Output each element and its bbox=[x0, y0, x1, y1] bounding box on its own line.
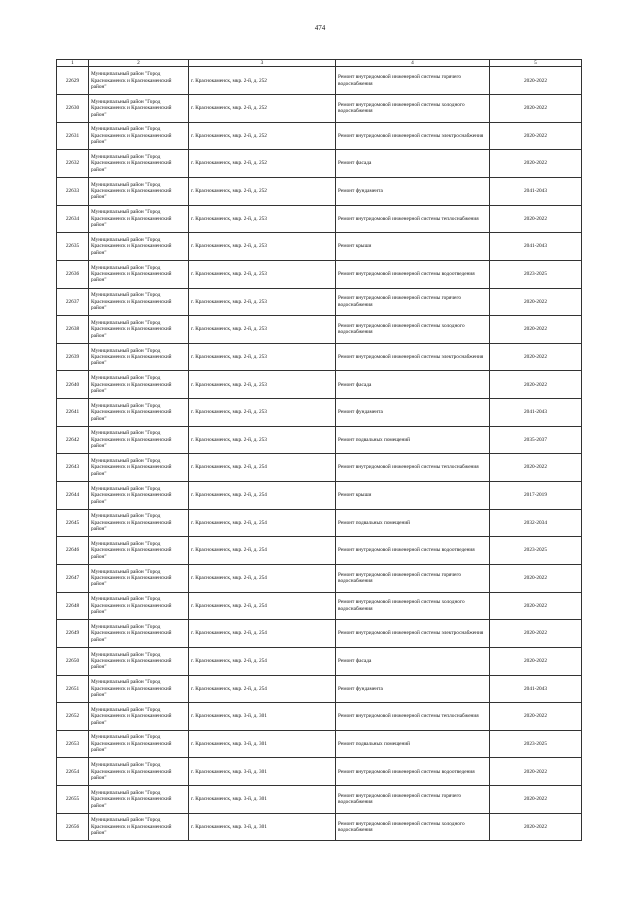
period-cell: 2020-2022 bbox=[490, 647, 582, 675]
address-cell: г. Краснокаменск, мкр. 2-й, д. 252 bbox=[189, 95, 336, 123]
work-type-cell: Ремонт внутридомовой инженерной системы электроснабжения bbox=[336, 343, 490, 371]
period-cell: 2032-2034 bbox=[490, 509, 582, 537]
table-row bbox=[57, 730, 582, 758]
municipality-cell: Муниципальный район "Город Краснокаменск и Краснокаменский район" bbox=[89, 675, 189, 703]
address-cell: г. Краснокаменск, мкр. 2-й, д. 253 bbox=[189, 426, 336, 454]
work-type-cell: Ремонт фундамента bbox=[336, 177, 490, 205]
address-cell: г. Краснокаменск, мкр. 2-й, д. 254 bbox=[189, 482, 336, 510]
municipality-cell: Муниципальный район "Город Краснокаменск и Краснокаменский район" bbox=[89, 509, 189, 537]
period-cell: 2020-2022 bbox=[490, 150, 582, 178]
row-number-cell: 22640 bbox=[57, 371, 89, 399]
period-cell: 2020-2022 bbox=[490, 786, 582, 814]
table-row bbox=[57, 703, 582, 731]
municipality-cell: Муниципальный район "Город Краснокаменск и Краснокаменский район" bbox=[89, 482, 189, 510]
address-cell: г. Краснокаменск, мкр. 2-й, д. 254 bbox=[189, 592, 336, 620]
row-number-cell: 22633 bbox=[57, 177, 89, 205]
municipality-cell: Муниципальный район "Город Краснокаменск и Краснокаменский район" bbox=[89, 177, 189, 205]
work-type-cell: Ремонт крыши bbox=[336, 233, 490, 261]
municipality-cell: Муниципальный район "Город Краснокаменск и Краснокаменский район" bbox=[89, 730, 189, 758]
municipality-cell: Муниципальный район "Город Краснокаменск и Краснокаменский район" bbox=[89, 537, 189, 565]
table-row bbox=[57, 288, 582, 316]
row-number-cell: 22647 bbox=[57, 564, 89, 592]
row-number-cell: 22649 bbox=[57, 620, 89, 648]
row-number-cell: 22652 bbox=[57, 703, 89, 731]
column-header: 3 bbox=[189, 60, 336, 67]
table-row bbox=[57, 592, 582, 620]
municipality-cell: Муниципальный район "Город Краснокаменск и Краснокаменский район" bbox=[89, 786, 189, 814]
municipality-cell: Муниципальный район "Город Краснокаменск и Краснокаменский район" bbox=[89, 343, 189, 371]
municipality-cell: Муниципальный район "Город Краснокаменск и Краснокаменский район" bbox=[89, 703, 189, 731]
address-cell: г. Краснокаменск, мкр. 2-й, д. 252 bbox=[189, 150, 336, 178]
period-cell: 2041-2043 bbox=[490, 675, 582, 703]
work-type-cell: Ремонт внутридомовой инженерной системы электроснабжения bbox=[336, 122, 490, 150]
work-type-cell: Ремонт внутридомовой инженерной системы теплоснабжения bbox=[336, 454, 490, 482]
row-number-cell: 22631 bbox=[57, 122, 89, 150]
period-cell: 2020-2022 bbox=[490, 758, 582, 786]
row-number-cell: 22632 bbox=[57, 150, 89, 178]
municipality-cell: Муниципальный район "Город Краснокаменск и Краснокаменский район" bbox=[89, 813, 189, 841]
period-cell: 2020-2022 bbox=[490, 288, 582, 316]
period-cell: 2020-2022 bbox=[490, 343, 582, 371]
table-row bbox=[57, 371, 582, 399]
period-cell: 2020-2022 bbox=[490, 371, 582, 399]
table-row bbox=[57, 758, 582, 786]
page-number: 474 bbox=[314, 24, 326, 32]
address-cell: г. Краснокаменск, мкр. 3-й, д. 301 bbox=[189, 786, 336, 814]
table-row bbox=[57, 786, 582, 814]
work-type-cell: Ремонт внутридомовой инженерной системы холодного водоснабжения bbox=[336, 592, 490, 620]
period-cell: 2020-2022 bbox=[490, 813, 582, 841]
table-row bbox=[57, 95, 582, 123]
period-cell: 2041-2043 bbox=[490, 233, 582, 261]
period-cell: 2041-2043 bbox=[490, 177, 582, 205]
table-row bbox=[57, 150, 582, 178]
period-cell: 2020-2022 bbox=[490, 592, 582, 620]
row-number-cell: 22630 bbox=[57, 95, 89, 123]
column-number-row bbox=[57, 60, 582, 67]
table-row bbox=[57, 426, 582, 454]
municipality-cell: Муниципальный район "Город Краснокаменск и Краснокаменский район" bbox=[89, 260, 189, 288]
table-row bbox=[57, 67, 582, 95]
row-number-cell: 22655 bbox=[57, 786, 89, 814]
column-header: 4 bbox=[336, 60, 490, 67]
work-type-cell: Ремонт фасада bbox=[336, 150, 490, 178]
table-row bbox=[57, 399, 582, 427]
table-body bbox=[57, 67, 582, 841]
work-type-cell: Ремонт внутридомовой инженерной системы теплоснабжения bbox=[336, 703, 490, 731]
table-row bbox=[57, 813, 582, 841]
period-cell: 2020-2022 bbox=[490, 620, 582, 648]
address-cell: г. Краснокаменск, мкр. 2-й, д. 254 bbox=[189, 675, 336, 703]
municipality-cell: Муниципальный район "Город Краснокаменск и Краснокаменский район" bbox=[89, 647, 189, 675]
row-number-cell: 22645 bbox=[57, 509, 89, 537]
period-cell: 2023-2025 bbox=[490, 730, 582, 758]
period-cell: 2020-2022 bbox=[490, 67, 582, 95]
address-cell: г. Краснокаменск, мкр. 3-й, д. 301 bbox=[189, 730, 336, 758]
work-type-cell: Ремонт внутридомовой инженерной системы горячего водоснабжения bbox=[336, 786, 490, 814]
period-cell: 2020-2022 bbox=[490, 95, 582, 123]
work-type-cell: Ремонт крыши bbox=[336, 482, 490, 510]
address-cell: г. Краснокаменск, мкр. 3-й, д. 301 bbox=[189, 813, 336, 841]
municipality-cell: Муниципальный район "Город Краснокаменск и Краснокаменский район" bbox=[89, 67, 189, 95]
address-cell: г. Краснокаменск, мкр. 3-й, д. 301 bbox=[189, 758, 336, 786]
row-number-cell: 22643 bbox=[57, 454, 89, 482]
work-type-cell: Ремонт подвальных помещений bbox=[336, 426, 490, 454]
address-cell: г. Краснокаменск, мкр. 2-й, д. 253 bbox=[189, 316, 336, 344]
row-number-cell: 22629 bbox=[57, 67, 89, 95]
address-cell: г. Краснокаменск, мкр. 2-й, д. 254 bbox=[189, 454, 336, 482]
work-type-cell: Ремонт фасада bbox=[336, 647, 490, 675]
work-type-cell: Ремонт внутридомовой инженерной системы горячего водоснабжения bbox=[336, 67, 490, 95]
work-type-cell: Ремонт подвальных помещений bbox=[336, 730, 490, 758]
period-cell: 2041-2043 bbox=[490, 399, 582, 427]
table-row bbox=[57, 647, 582, 675]
work-type-cell: Ремонт фасада bbox=[336, 371, 490, 399]
municipality-cell: Муниципальный район "Город Краснокаменск и Краснокаменский район" bbox=[89, 399, 189, 427]
address-cell: г. Краснокаменск, мкр. 2-й, д. 254 bbox=[189, 509, 336, 537]
municipality-cell: Муниципальный район "Город Краснокаменск и Краснокаменский район" bbox=[89, 758, 189, 786]
address-cell: г. Краснокаменск, мкр. 2-й, д. 253 bbox=[189, 205, 336, 233]
table-header bbox=[57, 60, 582, 67]
address-cell: г. Краснокаменск, мкр. 2-й, д. 253 bbox=[189, 233, 336, 261]
address-cell: г. Краснокаменск, мкр. 2-й, д. 253 bbox=[189, 399, 336, 427]
table-row bbox=[57, 675, 582, 703]
table-row bbox=[57, 482, 582, 510]
row-number-cell: 22644 bbox=[57, 482, 89, 510]
table-row bbox=[57, 454, 582, 482]
table-row bbox=[57, 177, 582, 205]
municipality-cell: Муниципальный район "Город Краснокаменск и Краснокаменский район" bbox=[89, 454, 189, 482]
address-cell: г. Краснокаменск, мкр. 2-й, д. 253 bbox=[189, 260, 336, 288]
work-type-cell: Ремонт внутридомовой инженерной системы водоотведения bbox=[336, 758, 490, 786]
row-number-cell: 22650 bbox=[57, 647, 89, 675]
capital-repair-table bbox=[56, 59, 582, 841]
table-row bbox=[57, 620, 582, 648]
municipality-cell: Муниципальный район "Город Краснокаменск и Краснокаменский район" bbox=[89, 150, 189, 178]
work-type-cell: Ремонт внутридомовой инженерной системы холодного водоснабжения bbox=[336, 95, 490, 123]
period-cell: 2020-2022 bbox=[490, 122, 582, 150]
municipality-cell: Муниципальный район "Город Краснокаменск и Краснокаменский район" bbox=[89, 95, 189, 123]
municipality-cell: Муниципальный район "Город Краснокаменск и Краснокаменский район" bbox=[89, 426, 189, 454]
table-row bbox=[57, 316, 582, 344]
work-type-cell: Ремонт внутридомовой инженерной системы водоотведения bbox=[336, 260, 490, 288]
row-number-cell: 22638 bbox=[57, 316, 89, 344]
address-cell: г. Краснокаменск, мкр. 2-й, д. 252 bbox=[189, 67, 336, 95]
period-cell: 2017-2019 bbox=[490, 482, 582, 510]
work-type-cell: Ремонт внутридомовой инженерной системы горячего водоснабжения bbox=[336, 288, 490, 316]
period-cell: 2020-2022 bbox=[490, 454, 582, 482]
row-number-cell: 22635 bbox=[57, 233, 89, 261]
work-type-cell: Ремонт внутридомовой инженерной системы горячего водоснабжения bbox=[336, 564, 490, 592]
row-number-cell: 22646 bbox=[57, 537, 89, 565]
row-number-cell: 22636 bbox=[57, 260, 89, 288]
address-cell: г. Краснокаменск, мкр. 2-й, д. 254 bbox=[189, 647, 336, 675]
period-cell: 2023-2025 bbox=[490, 537, 582, 565]
work-type-cell: Ремонт внутридомовой инженерной системы электроснабжения bbox=[336, 620, 490, 648]
municipality-cell: Муниципальный район "Город Краснокаменск и Краснокаменский район" bbox=[89, 620, 189, 648]
work-type-cell: Ремонт внутридомовой инженерной системы водоотведения bbox=[336, 537, 490, 565]
row-number-cell: 22648 bbox=[57, 592, 89, 620]
municipality-cell: Муниципальный район "Город Краснокаменск и Краснокаменский район" bbox=[89, 233, 189, 261]
row-number-cell: 22656 bbox=[57, 813, 89, 841]
row-number-cell: 22639 bbox=[57, 343, 89, 371]
period-cell: 2020-2022 bbox=[490, 564, 582, 592]
row-number-cell: 22637 bbox=[57, 288, 89, 316]
table-row bbox=[57, 205, 582, 233]
work-type-cell: Ремонт внутридомовой инженерной системы холодного водоснабжения bbox=[336, 813, 490, 841]
period-cell: 2035-2037 bbox=[490, 426, 582, 454]
period-cell: 2020-2022 bbox=[490, 205, 582, 233]
table-row bbox=[57, 509, 582, 537]
municipality-cell: Муниципальный район "Город Краснокаменск и Краснокаменский район" bbox=[89, 122, 189, 150]
table-row bbox=[57, 537, 582, 565]
work-type-cell: Ремонт внутридомовой инженерной системы теплоснабжения bbox=[336, 205, 490, 233]
table-row bbox=[57, 564, 582, 592]
column-header: 5 bbox=[490, 60, 582, 67]
period-cell: 2020-2022 bbox=[490, 703, 582, 731]
row-number-cell: 22654 bbox=[57, 758, 89, 786]
row-number-cell: 22651 bbox=[57, 675, 89, 703]
municipality-cell: Муниципальный район "Город Краснокаменск и Краснокаменский район" bbox=[89, 564, 189, 592]
municipality-cell: Муниципальный район "Город Краснокаменск и Краснокаменский район" bbox=[89, 316, 189, 344]
table-row bbox=[57, 233, 582, 261]
column-header: 2 bbox=[89, 60, 189, 67]
table-row bbox=[57, 343, 582, 371]
address-cell: г. Краснокаменск, мкр. 2-й, д. 252 bbox=[189, 177, 336, 205]
municipality-cell: Муниципальный район "Город Краснокаменск и Краснокаменский район" bbox=[89, 371, 189, 399]
address-cell: г. Краснокаменск, мкр. 2-й, д. 253 bbox=[189, 371, 336, 399]
work-type-cell: Ремонт фундамента bbox=[336, 675, 490, 703]
period-cell: 2020-2022 bbox=[490, 316, 582, 344]
municipality-cell: Муниципальный район "Город Краснокаменск и Краснокаменский район" bbox=[89, 288, 189, 316]
work-type-cell: Ремонт подвальных помещений bbox=[336, 509, 490, 537]
work-type-cell: Ремонт внутридомовой инженерной системы холодного водоснабжения bbox=[336, 316, 490, 344]
period-cell: 2023-2025 bbox=[490, 260, 582, 288]
column-header: 1 bbox=[57, 60, 89, 67]
address-cell: г. Краснокаменск, мкр. 2-й, д. 252 bbox=[189, 122, 336, 150]
row-number-cell: 22642 bbox=[57, 426, 89, 454]
work-type-cell: Ремонт фундамента bbox=[336, 399, 490, 427]
address-cell: г. Краснокаменск, мкр. 3-й, д. 301 bbox=[189, 703, 336, 731]
address-cell: г. Краснокаменск, мкр. 2-й, д. 253 bbox=[189, 343, 336, 371]
address-cell: г. Краснокаменск, мкр. 2-й, д. 254 bbox=[189, 537, 336, 565]
row-number-cell: 22641 bbox=[57, 399, 89, 427]
address-cell: г. Краснокаменск, мкр. 2-й, д. 254 bbox=[189, 564, 336, 592]
row-number-cell: 22634 bbox=[57, 205, 89, 233]
municipality-cell: Муниципальный район "Город Краснокаменск и Краснокаменский район" bbox=[89, 205, 189, 233]
address-cell: г. Краснокаменск, мкр. 2-й, д. 253 bbox=[189, 288, 336, 316]
table-row bbox=[57, 260, 582, 288]
address-cell: г. Краснокаменск, мкр. 2-й, д. 254 bbox=[189, 620, 336, 648]
row-number-cell: 22653 bbox=[57, 730, 89, 758]
table-row bbox=[57, 122, 582, 150]
municipality-cell: Муниципальный район "Город Краснокаменск и Краснокаменский район" bbox=[89, 592, 189, 620]
